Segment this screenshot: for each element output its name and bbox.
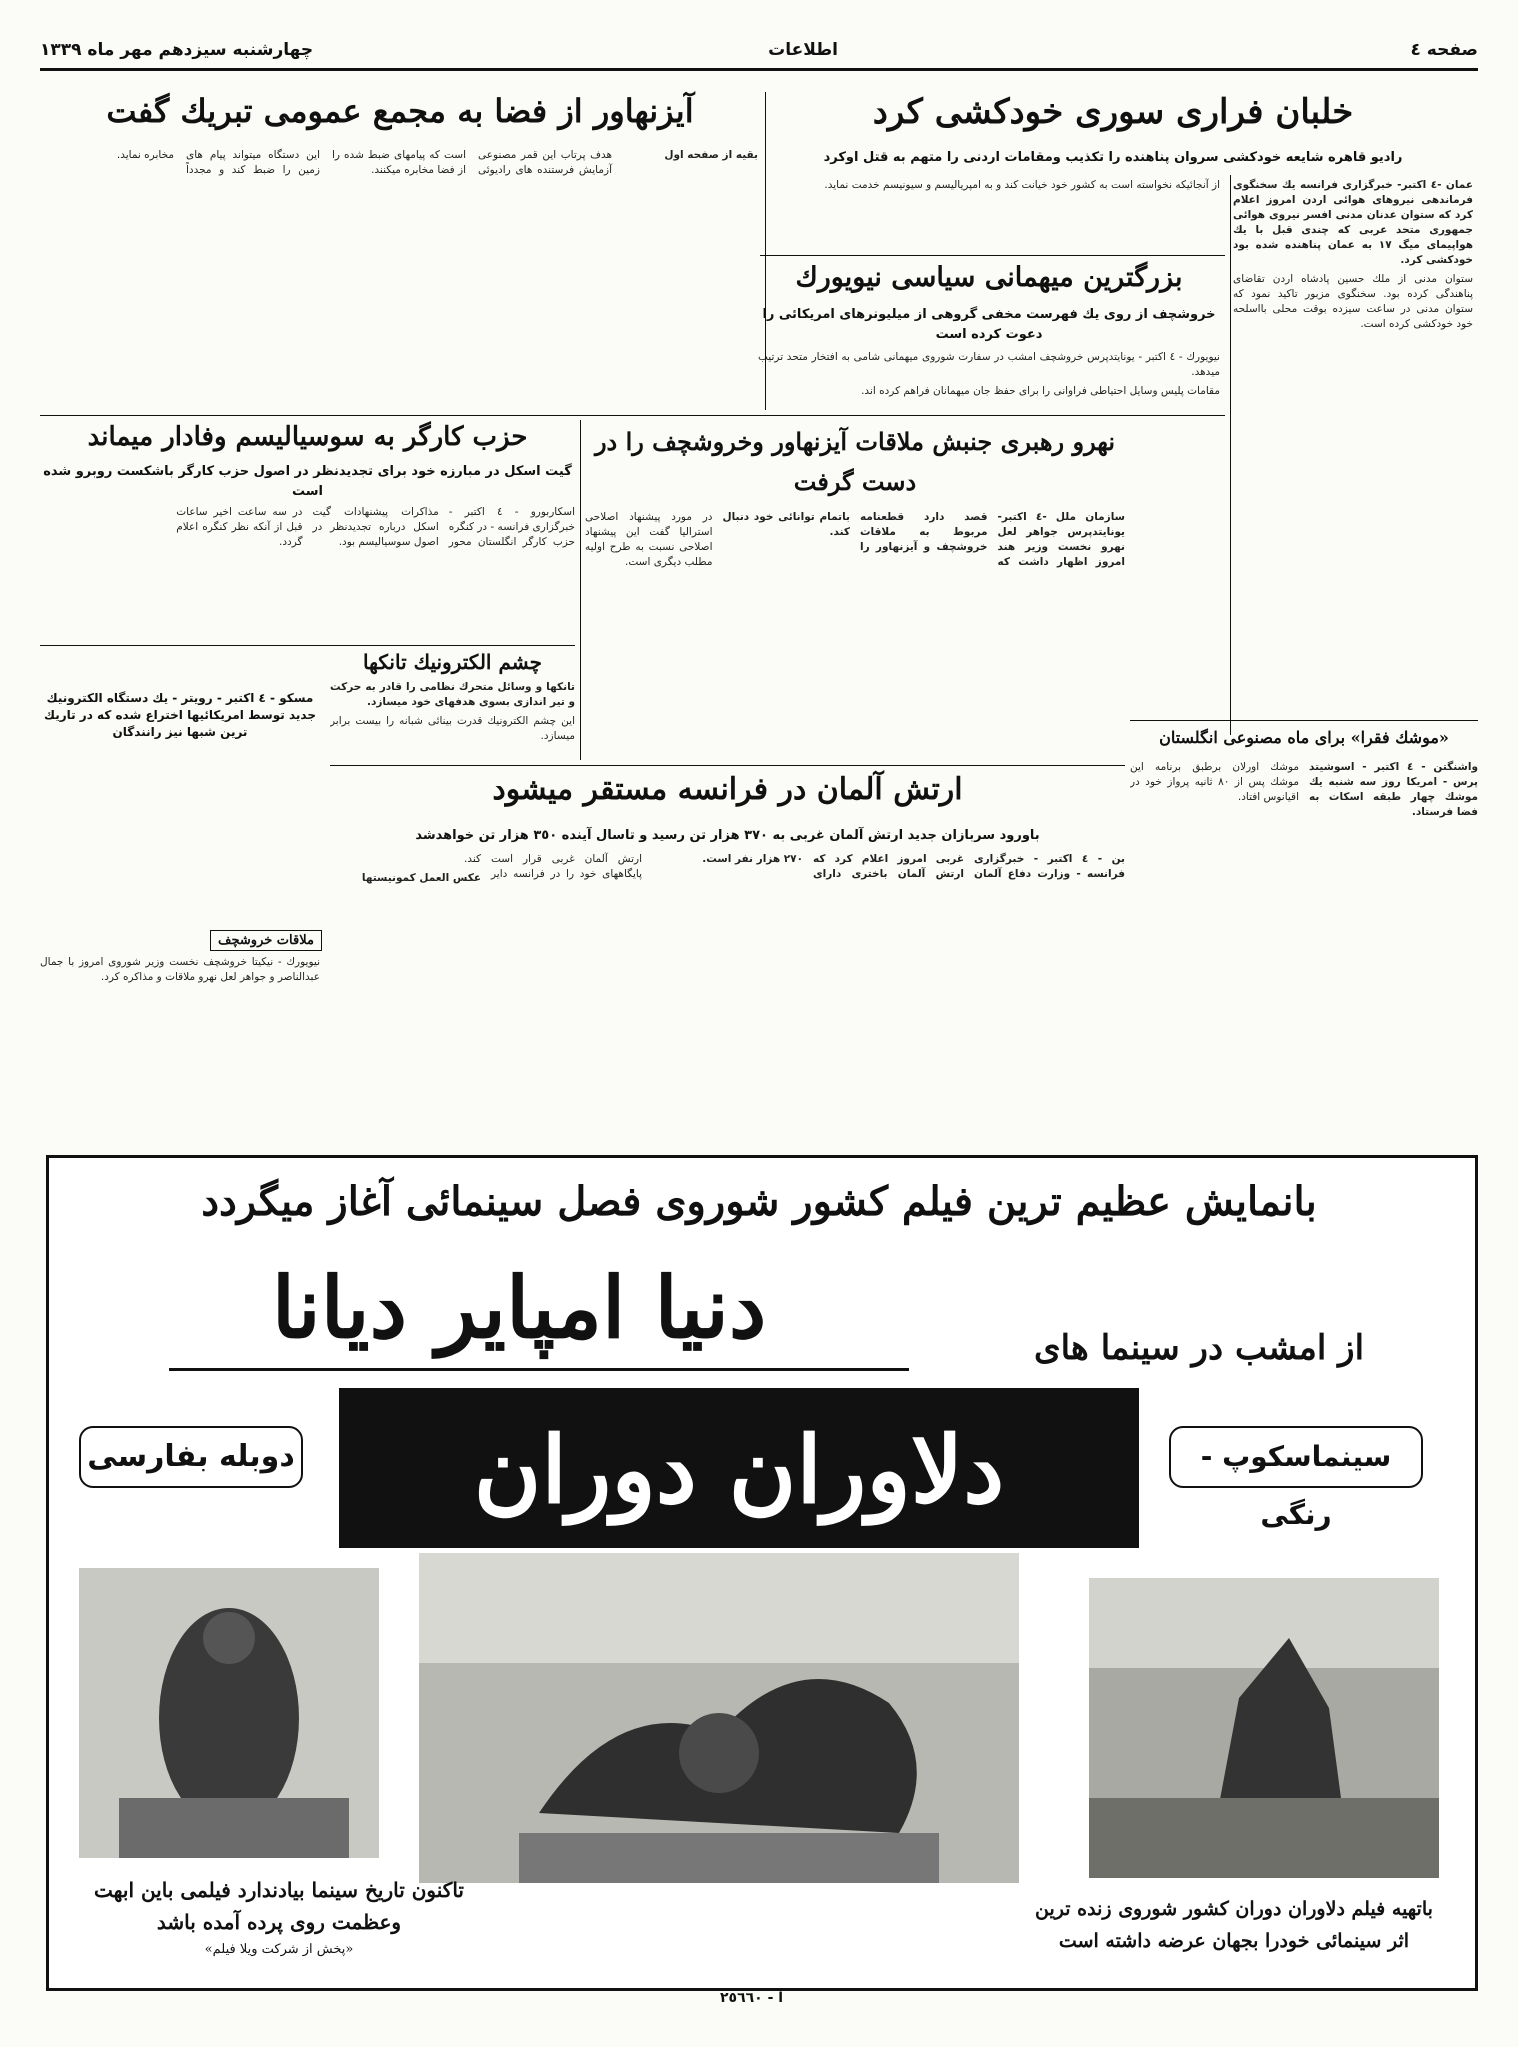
pilot-body-2: [758, 178, 1220, 248]
newyork-headline: بزرگترین میهمانی سیاسی نیویورك: [795, 262, 1183, 293]
pilot-body: [1233, 178, 1473, 718]
divider: [330, 765, 1125, 766]
battle-photo: [1089, 1578, 1439, 1878]
moon-headline: «موشك فقرا» برای ماه مصنوعی انگلستان: [1159, 728, 1449, 747]
divider: [760, 255, 1225, 256]
khrushchev-p1: نیویورك - نیکیتا خروشچف نخست وزیر شوروی امروز با جمال عبدالناصر و جواهر لعل نهرو ملاقات و مذاکره کرد.: [40, 956, 320, 983]
ad-left-caption-1: تاکنون تاریخ سینما بیادندارد فیلمی باین ابهت: [94, 1878, 464, 1902]
labour-headline: حزب کارگر به سوسیالیسم وفادار میماند: [87, 422, 528, 452]
moon-p2: موشك اورلان برطبق برنامه این موشك پس از ٨٠ ثانیه پرواز خود در اقیانوس افتاد.: [1130, 761, 1299, 803]
ad-right-caption-1: باتهیه فیلم دلاوران دوران کشور شوروی زنده ترین: [1035, 1898, 1433, 1920]
ad-tonight: از امشب در سینما های: [1033, 1328, 1365, 1368]
nehru-body: [585, 510, 1125, 760]
divider: [1130, 720, 1478, 721]
pilot-headline: خلبان فراری سوری خودکشی کرد: [872, 92, 1354, 132]
newyork-body: [758, 350, 1220, 410]
labour-p2: در سه ساعت اخیر ساعات قبل از آنکه نظر کنگره اعلام گردد.: [176, 506, 303, 548]
column-rule: [765, 92, 766, 410]
germany-headline: ارتش آلمان در فرانسه مستقر میشود: [492, 772, 963, 807]
ad-top-line: بانمایش عظیم ترین فیلم کشور شوروی فصل سینمائی آغاز میگردد: [201, 1178, 1317, 1225]
dragon-photo-art: [419, 1553, 1019, 1883]
moon-p1: واشنگتن - ٤ اکتبر - اسوشیتد پرس - امریکا روز سه شنبه یك موشك چهار طبقه اسکات به فضا فرستاد.: [1309, 761, 1478, 818]
nehru-p1: سازمان ملل -٤ اکتبر- یونایتدپرس جواهر لعل نهرو نخست وزیر هند امروز اظهار داشت که قصد دارد قطعنامه مربوط به ملاقات خروشچف و آیزنهاور را باتمام توانائی خود دنبال کند.: [722, 511, 1125, 568]
ad-title: دلاوران دوران: [473, 1416, 1005, 1524]
divider: [40, 415, 1225, 416]
labour-body: [40, 505, 575, 635]
masthead: [40, 38, 1478, 71]
film-advertisement: [46, 1155, 1478, 1991]
column-rule: [580, 420, 581, 760]
pilot-p1: عمان -٤ اکتبر- خبرگزاری فرانسه یك سخنگوی فرماندهی نیروهای هوائی اردن امروز اعلام کرد که ستوان عدنان مدنی افسر نیروی هوائی جمهوری متحد عربی که چندی قبل با یك هواپیمای میگ ١٧ به عمان پناهنده شده بود خودکشی کرد.: [1233, 179, 1473, 266]
eye-subheadline: مسکو - ٤ اکتبر - رویتر - یك دستگاه الکترونیك جدید توسط امریکائیها اختراع شده که در تاریك ترین شبها نیز رانندگان: [44, 691, 316, 739]
knight-photo-art: [79, 1568, 379, 1858]
nehru-p2: در مورد پیشنهاد اصلاحی استرالیا گفت این پیشنهاد اصلاحی نسبت به طرح اولیه مطلب دیگری است.: [585, 511, 713, 568]
battle-photo-art: [1089, 1578, 1439, 1878]
nehru-headline: نهرو رهبری جنبش ملاقات آیزنهاور وخروشچف را در دست گرفت: [594, 427, 1116, 496]
ad-distributor: «پخش از شرکت ویلا فیلم»: [204, 1942, 354, 1957]
eisenhower-p3: این دستگاه میتواند پیام های زمین را ضبط کند و مجدداً مخابره نماید.: [116, 149, 320, 176]
ad-title-box: [339, 1388, 1139, 1548]
germany-p2: ارتش آلمان غربی قرار است پایگاههای خود را در فرانسه دایر کند.: [463, 853, 642, 880]
moon-body: [1130, 760, 1478, 1150]
knight-photo: [79, 1568, 379, 1858]
labour-p1: اسکاربورو - ٤ اکتبر - خبرگزاری فرانسه - در کنگره حزب کارگر انگلستان محور مذاکرات پیشنهادات گیت اسکل درباره تجدیدنظر در اصول سوسیالیسم بود.: [312, 506, 575, 548]
ad-format-badge: سینماسکوپ - رنگی: [1169, 1426, 1423, 1488]
pilot-p2: ستوان مدنی از ملك حسین پادشاه اردن تقاضای پناهندگی کرده بود. سخنگوی مزبور تاکید نمود که ستوان مدنی در ساعت سیزده بوقت محلی بااسلحه خود خودکشی کرده است.: [1233, 273, 1473, 330]
eisenhower-body: [40, 148, 758, 410]
germany-subheadline: باورود سربازان جدید ارتش آلمان غربی به ٣٧٠ هزار تن رسید و تاسال آینده ٣٥٠ هزار تن خواهدشد: [415, 828, 1040, 843]
eisenhower-headline: آیزنهاور از فضا به مجمع عمومی تبریك گفت: [106, 92, 694, 130]
ad-left-caption-2: وعظمت روی پرده آمده باشد: [156, 1910, 402, 1934]
issue-date: چهارشنبه سیزدهم مهر ماه ١٣٣٩: [40, 40, 314, 60]
paper-name: اطلاعات: [768, 40, 838, 60]
ad-underline: [169, 1368, 909, 1371]
ad-cinemas: دنیا امپایر دیانا: [271, 1258, 767, 1357]
newyork-p1: نیویورك - ٤ اکتبر - یونایتدپرس خروشچف امشب در سفارت شوروی میهمانی شامی به افتخار متحد ترتیب میدهد.: [758, 351, 1220, 378]
page-number: صفحه ٤: [1410, 40, 1478, 60]
ad-dub-badge: دوبله بفارسی: [79, 1426, 303, 1488]
germany-body: [330, 852, 1125, 1142]
eisenhower-p2: هدف پرتاب این قمر مصنوعی آزمایش فرستنده های رادیوئی است که پیامهای ضبط شده را از فضا مخابره میکنند.: [332, 149, 612, 176]
dragon-photo: [419, 1553, 1019, 1883]
khrushchev-body: [40, 955, 320, 1095]
newyork-p2: مقامات پلیس وسایل احتیاطی فراوانی را برای حفظ جان میهمانان فراهم کرده اند.: [861, 385, 1220, 397]
column-rule: [1230, 175, 1231, 735]
labour-subheadline: گیت اسکل در مبارزه خود برای تجدیدنظر در اصول حزب کارگر باشکست روبرو شده است: [43, 464, 572, 499]
eye-headline: چشم الکترونیك تانکها: [363, 650, 542, 674]
newyork-subheadline: خروشچف از روی یك فهرست مخفی گروهی از میلیونرهای امریکائی را دعوت کرده است: [762, 307, 1216, 342]
germany-p1: بن - ٤ اکتبر - خبرگزاری فرانسه - وزارت دفاع آلمان غربی امروز اعلام کرد که ارتش آلمان باختری دارای ٢٧٠ هزار نفر است.: [702, 853, 1125, 880]
khrushchev-headline: ملاقات خروشچف: [210, 930, 322, 951]
divider: [40, 645, 575, 646]
germany-p3: عکس العمل کمونیستها: [361, 872, 481, 884]
pilot-p3: از آنجائیکه نخواسته است به کشور خود خیانت کند و به امپریالیسم و سیونیسم خدمت نماید.: [824, 179, 1220, 191]
eisenhower-p1: بقیه از صفحه اول: [664, 149, 758, 161]
ad-right-caption-2: اثر سینمائی خودرا بجهان عرضه داشته است: [1058, 1930, 1410, 1952]
eye-p2: این چشم الکترونیك قدرت بینائی شبانه را بیست برابر میسازد.: [330, 715, 575, 742]
eye-p1: تانکها و وسائل متحرك نظامی را قادر به حرکت و تیر اندازی بسوی هدفهای خود میسازد.: [330, 681, 575, 708]
ad-code: آ - ٢٥٦٦٠: [720, 1990, 784, 2006]
pilot-subheadline: رادیو قاهره شایعه خودکشی سروان پناهنده را تکذیب ومقامات اردنی را متهم به قتل اوکرد: [823, 150, 1403, 165]
